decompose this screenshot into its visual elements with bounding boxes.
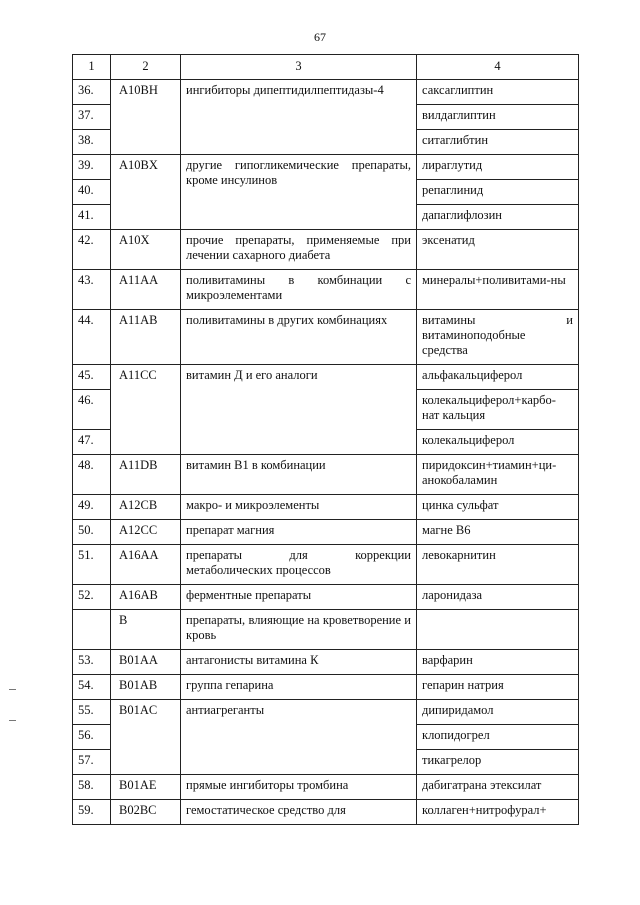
drug-name: колекальциферол (417, 430, 579, 455)
atc-code: A11DB (111, 455, 181, 495)
drug-table (72, 54, 579, 825)
table-header-row (73, 55, 579, 80)
table-row (73, 610, 579, 650)
table-row (73, 545, 579, 585)
drug-name: цинка сульфат (417, 495, 579, 520)
atc-code: B02BC (111, 800, 181, 825)
group-description: препараты, влияющие на кроветворение и кровь (181, 610, 417, 650)
atc-code: A12CC (111, 520, 181, 545)
row-number: 46. (73, 390, 111, 430)
table-row (73, 365, 579, 390)
row-number: 37. (73, 105, 111, 130)
atc-code: B01AE (111, 775, 181, 800)
table-row (73, 585, 579, 610)
drug-name: клопидогрел (417, 725, 579, 750)
row-number: 49. (73, 495, 111, 520)
table-row (73, 310, 579, 365)
row-number: 52. (73, 585, 111, 610)
drug-name: дапаглифлозин (417, 205, 579, 230)
group-description: ферментные препараты (181, 585, 417, 610)
atc-code: A11AB (111, 310, 181, 365)
group-description: прочие препараты, применяемые при лечении сахарного диабета (181, 230, 417, 270)
row-number: 41. (73, 205, 111, 230)
row-number: 51. (73, 545, 111, 585)
table-row (73, 775, 579, 800)
atc-code: B (111, 610, 181, 650)
row-number: 48. (73, 455, 111, 495)
atc-code: A10BX (111, 155, 181, 230)
table-row (73, 230, 579, 270)
drug-name: саксаглиптин (417, 80, 579, 105)
drug-name: левокарнитин (417, 545, 579, 585)
group-description: витамин Д и его аналоги (181, 365, 417, 455)
table-row (73, 700, 579, 725)
atc-code: A10X (111, 230, 181, 270)
row-number: 50. (73, 520, 111, 545)
group-description: препараты для коррекции метаболических процессов (181, 545, 417, 585)
row-number: 44. (73, 310, 111, 365)
row-number: 42. (73, 230, 111, 270)
drug-name: репаглинид (417, 180, 579, 205)
drug-name: дабигатрана этексилат (417, 775, 579, 800)
atc-code: A11AA (111, 270, 181, 310)
group-description: препарат магния (181, 520, 417, 545)
drug-name: дипиридамол (417, 700, 579, 725)
table-row (73, 455, 579, 495)
row-number: 45. (73, 365, 111, 390)
row-number: 43. (73, 270, 111, 310)
margin-mark (9, 720, 16, 721)
row-number: 58. (73, 775, 111, 800)
drug-name: тикагрелор (417, 750, 579, 775)
header-cell: 1 (73, 55, 111, 80)
row-number: 36. (73, 80, 111, 105)
row-number: 54. (73, 675, 111, 700)
drug-name: пиридоксин+тиамин+ци-анокобаламин (417, 455, 579, 495)
drug-name (417, 610, 579, 650)
group-description: гемостатическое средство для (181, 800, 417, 825)
table-row (73, 800, 579, 825)
drug-name: варфарин (417, 650, 579, 675)
atc-code: A16AA (111, 545, 181, 585)
row-number: 40. (73, 180, 111, 205)
group-description: антиагреганты (181, 700, 417, 775)
row-number: 56. (73, 725, 111, 750)
header-cell: 2 (111, 55, 181, 80)
row-number: 47. (73, 430, 111, 455)
drug-name: эксенатид (417, 230, 579, 270)
row-number: 55. (73, 700, 111, 725)
table-row (73, 520, 579, 545)
table-row (73, 495, 579, 520)
atc-code: A16AB (111, 585, 181, 610)
row-number (73, 610, 111, 650)
drug-name: колекальциферол+карбо-нат кальция (417, 390, 579, 430)
drug-name: альфакальциферол (417, 365, 579, 390)
atc-code: A10BH (111, 80, 181, 155)
group-description: поливитамины в комбинации с микроэлементами (181, 270, 417, 310)
atc-code: B01AB (111, 675, 181, 700)
drug-name: вилдаглиптин (417, 105, 579, 130)
header-cell: 4 (417, 55, 579, 80)
group-description: ингибиторы дипептидилпептидазы-4 (181, 80, 417, 155)
table-row (73, 675, 579, 700)
page-number: 67 (314, 30, 326, 44)
table-row (73, 155, 579, 180)
margin-mark (9, 689, 16, 690)
atc-code: A12CB (111, 495, 181, 520)
group-description: поливитамины в других комбинациях (181, 310, 417, 365)
atc-code: B01AC (111, 700, 181, 775)
group-description: антагонисты витамина К (181, 650, 417, 675)
drug-name: магне B6 (417, 520, 579, 545)
table-row (73, 80, 579, 105)
drug-name: минералы+поливитами-ны (417, 270, 579, 310)
group-description: прямые ингибиторы тромбина (181, 775, 417, 800)
group-description: витамин B1 в комбинации (181, 455, 417, 495)
row-number: 59. (73, 800, 111, 825)
row-number: 53. (73, 650, 111, 675)
atc-code: A11CC (111, 365, 181, 455)
drug-name: ларонидаза (417, 585, 579, 610)
group-description: группа гепарина (181, 675, 417, 700)
row-number: 57. (73, 750, 111, 775)
drug-name: коллаген+нитрофурал+ (417, 800, 579, 825)
table-row (73, 270, 579, 310)
atc-code: B01AA (111, 650, 181, 675)
group-description: другие гипогликемические препараты, кроме инсулинов (181, 155, 417, 230)
header-cell: 3 (181, 55, 417, 80)
table-row (73, 650, 579, 675)
drug-name: витамины и витаминоподобные средства (417, 310, 579, 365)
row-number: 39. (73, 155, 111, 180)
row-number: 38. (73, 130, 111, 155)
group-description: макро- и микроэлементы (181, 495, 417, 520)
drug-name: ситаглибтин (417, 130, 579, 155)
drug-name: гепарин натрия (417, 675, 579, 700)
drug-name: лираглутид (417, 155, 579, 180)
